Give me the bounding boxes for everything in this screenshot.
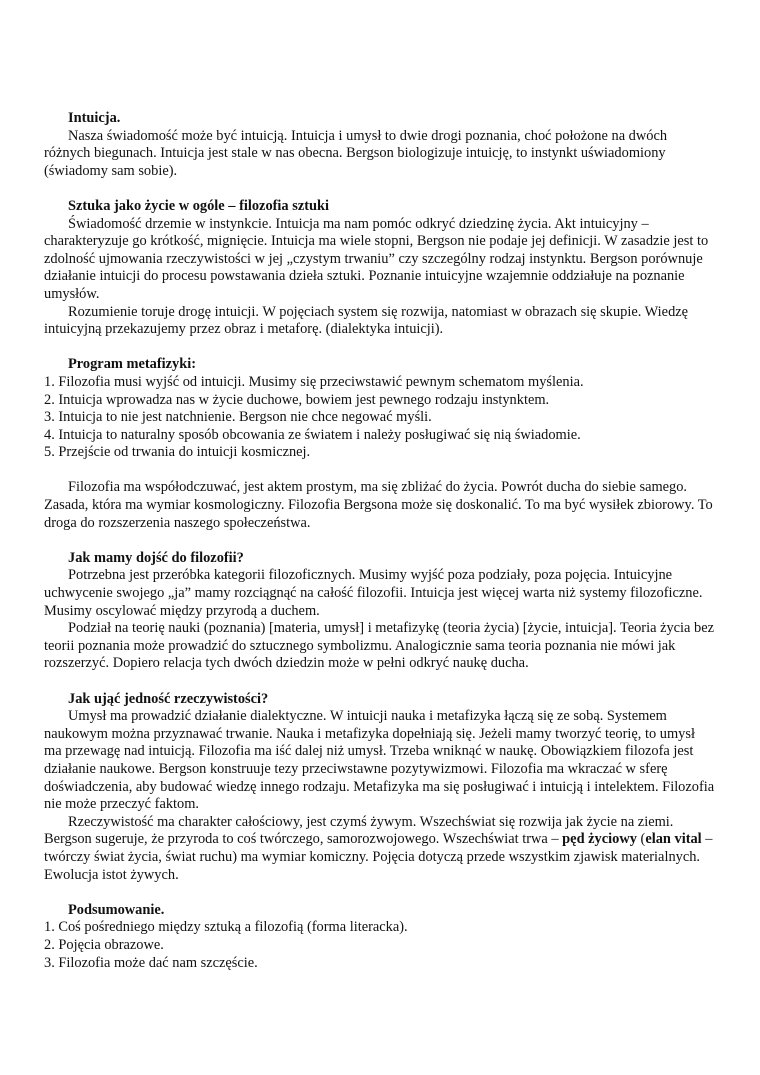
bold-term: elan vital xyxy=(645,831,702,848)
paragraph: Umysł ma prowadzić działanie dialektyczne. W intuicji nauka i metafizyka łączą się ze sobą. Systemem naukowym można przyznawać trwanie. Nauka i metafizyka dopełniają się. Jeżeli mamy tworzyć teorię, to umysł ma przewagę nad intuicją. Filozofia ma iść dalej niż umysł. Trzeba wniknąć w naukę. Obowiązkiem filozofa jest działanie naukowe. Bergson konstruuje tezy przeciwstawne pozytywizmowi. Filozofia ma wkraczać w sferę doświadczenia, aby budować wiedzę innego rodzaju. Metafizyka ma się posługiwać i intuicją i intelektem. Filozofia nie może przeczyć faktom. xyxy=(44,708,715,813)
section-intuicja xyxy=(44,110,716,180)
section-heading: Program metafizyki: xyxy=(68,356,197,373)
section-heading: Intuicja. xyxy=(68,110,121,126)
section-podsumowanie xyxy=(44,902,716,972)
paragraph: Potrzebna jest przeróbka kategorii filozoficznych. Musimy wyjść poza podziały, poza pojęcia. Intuicyjne uchwycenie swojego „ja” mamy rozciągnąć na całość filozofii. Intuicja jest więcej warta niż systemy filozoficzne. Musimy oscylować między przyrodą a duchem. xyxy=(44,567,703,619)
section-jednosc-rzeczywistosci xyxy=(44,691,716,885)
list-item: 3. Intuicja to nie jest natchnienie. Bergson nie chce negować myśli. xyxy=(44,409,432,426)
paragraph: Świadomość drzemie w instynkcie. Intuicja ma nam pomóc odkryć dziedzinę życia. Akt intuicyjny – charakteryzuje go krótkość, mignięcie. Intuicja ma wiele stopni, Bergson nie podaje jej definicji. W zasadzie jest to zdolność ujmowania rzeczywistości w jej „czystym trwaniu” czy szczególny rodzaj instynktu. Bergson porównuje działanie intuicji do procesu powstawania dzieła sztuki. Poznanie intuicyjne wzajemnie oddziałuje na poznanie umysłów. xyxy=(44,215,709,302)
text-run: Rzeczywistość ma charakter całościowy, jest czymś żywym. Wszechświat się rozwija jak życie na ziemi. Bergson sugeruje, że przyroda to coś twórczego, samorozwojowego. Wszechświat trwa – xyxy=(44,813,674,848)
paragraph: Rozumienie toruje drogę intuicji. W pojęciach system się rozwija, natomiast w obrazach się skupie. Wiedzę intuicyjną przekazujemy przez obraz i metaforę. (dialektyka intuicji). xyxy=(44,303,689,338)
paragraph: Podział na teorię nauki (poznania) [materia, umysł] i metafizykę (teoria życia) [życie, intuicja]. Teoria życia bez teorii poznania może prowadzić do sztucznego symbolizmu. Analogicznie sama teoria poznania nie mówi jak rozszerzyć. Dopiero relacja tych dwóch dziedzin może w pełni odkryć naukę ducha. xyxy=(44,620,714,672)
list-item: 5. Przejście od trwania do intuicji kosmicznej. xyxy=(44,444,311,461)
section-sztuka xyxy=(44,198,716,339)
list-item: 1. Coś pośredniego między sztuką a filozofią (forma literacka). xyxy=(44,919,408,936)
section-heading: Sztuka jako życie w ogóle – filozofia sztuki xyxy=(68,197,330,214)
list-item: 3. Filozofia może dać nam szczęście. xyxy=(44,954,258,971)
document-body xyxy=(44,110,716,990)
paragraph-rich xyxy=(44,814,716,884)
section-filozofia-wspolodczuwanie xyxy=(44,479,716,532)
section-program-metafizyki xyxy=(44,356,716,462)
text-run: – twórczy świat życia, świat ruchu) ma wymiar komiczny. Pojęcia dotyczą przede wszystkim zjawisk materialnych. Ewolucja istot żywych. xyxy=(44,831,713,883)
bold-term: pęd życiowy xyxy=(562,831,637,848)
list-item: 2. Intuicja wprowadza nas w życie duchowe, bowiem jest pewnego rodzaju instynktem. xyxy=(44,391,550,408)
paragraph: Filozofia ma współodczuwać, jest aktem prostym, ma się zbliżać do życia. Powrót ducha do siebie samego. Zasada, która ma wymiar kosmologiczny. Filozofia Bergsona może się doskonalić. To ma być wysiłek zbiorowy. To droga do rozszerzenia naszego społeczeństwa. xyxy=(44,479,713,531)
list-item: 1. Filozofia musi wyjść od intuicji. Musimy się przeciwstawić pewnym schematom myślenia. xyxy=(44,373,584,390)
section-heading: Jak ująć jedność rzeczywistości? xyxy=(68,690,269,707)
list-item: 2. Pojęcia obrazowe. xyxy=(44,936,164,953)
section-heading: Jak mamy dojść do filozofii? xyxy=(68,549,244,566)
text-run: ( xyxy=(636,831,646,848)
section-jak-dojsc xyxy=(44,550,716,673)
section-heading: Podsumowanie. xyxy=(68,901,165,918)
list-item: 4. Intuicja to naturalny sposób obcowania ze światem i należy posługiwać się nią świadomie. xyxy=(44,426,581,443)
paragraph: Nasza świadomość może być intuicją. Intuicja i umysł to dwie drogi poznania, choć położone na dwóch różnych biegunach. Intuicja jest stale w nas obecna. Bergson biologizuje intuicję, to instynkt uświadomiony (świadomy sam sobie). xyxy=(44,127,668,179)
